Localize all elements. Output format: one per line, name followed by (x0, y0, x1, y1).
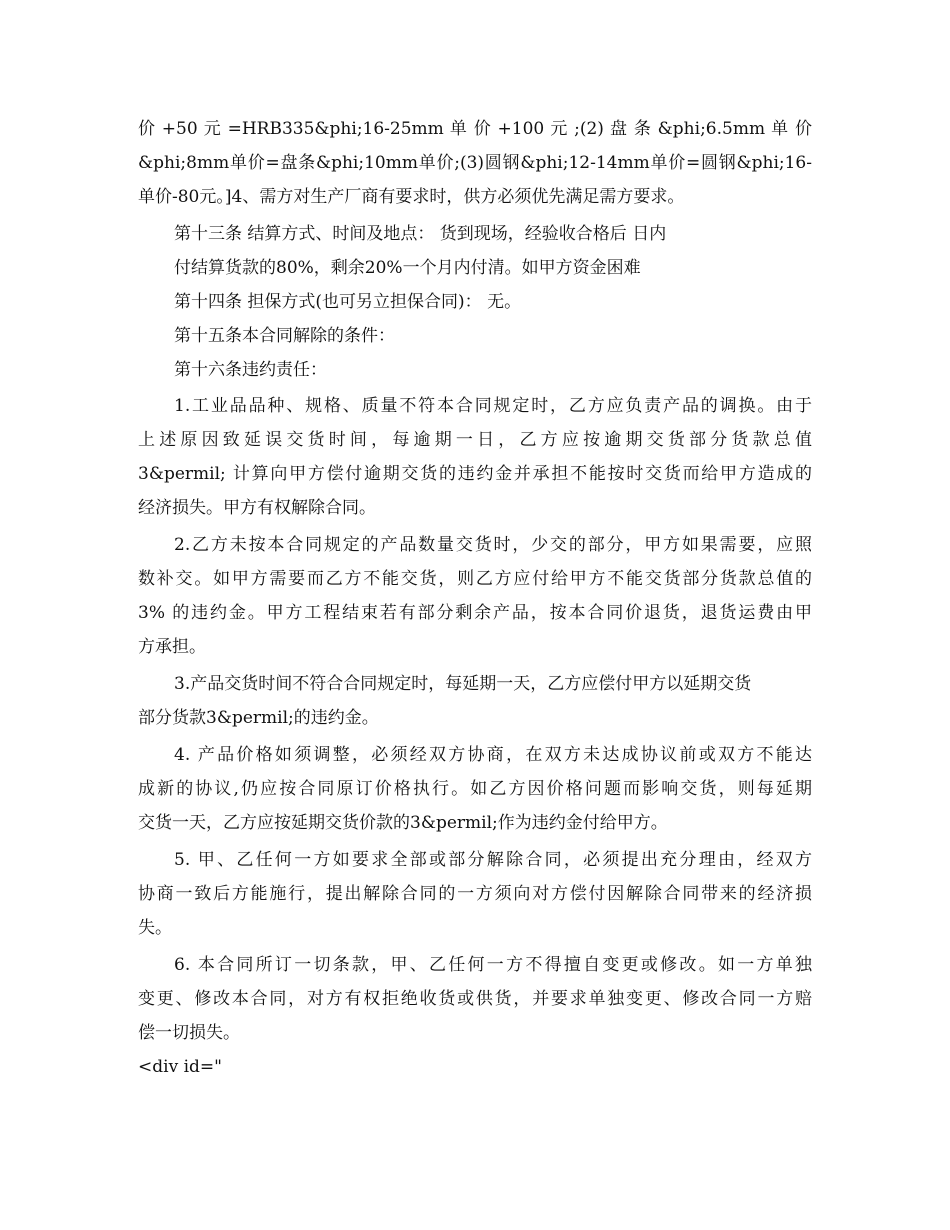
text-line: 部分货款3&permil;的违约金。 (138, 708, 379, 728)
text-line: 3.产品交货时间不符合合同规定时，每延期一天，乙方应偿付甲方以延期交货 (174, 674, 752, 694)
text-line: 3% 的违约金。甲方工程结束若有部分剩余产品，按本合同价退货，退货运费由甲 (138, 603, 812, 623)
text-line: 第十六条违约责任： (174, 360, 327, 380)
text-line: 付结算货款的80%，剩余20%一个月内付清。如甲方资金困难 (174, 258, 641, 278)
text-line: <div id=" (138, 1057, 222, 1077)
text-line: 第十三条 结算方式、时间及地点： 货到现场，经验收合格后 日内 (174, 224, 667, 244)
text-line: 5. 甲、乙任何一方如要求全部或部分解除合同，必须提出充分理由，经双方 (174, 850, 812, 870)
text-line: 数补交。如甲方需要而乙方不能交货，则乙方应付给甲方不能交货部分货款总值的 (138, 569, 812, 589)
text-line: 交货一天，乙方应按延期交货价款的3&permil;作为违约金付给甲方。 (138, 813, 668, 833)
text-line: 变更、修改本合同，对方有权拒绝收货或供货，并要求单独变更、修改合同一方赔 (138, 989, 812, 1009)
text-line: 价 +50 元 =HRB335&phi;16-25mm 单 价 +100 元 ;(2) 盘 条 &phi;6.5mm 单 价 (138, 119, 812, 139)
text-line: 6. 本合同所订一切条款，甲、乙任何一方不得擅自变更或修改。如一方单独 (174, 955, 812, 975)
text-line: 偿一切损失。 (138, 1023, 240, 1043)
text-line: 失。 (138, 918, 172, 938)
text-line: 方承担。 (138, 637, 206, 657)
text-line: 成新的协议,仍应按合同原订价格执行。如乙方因价格问题而影响交货，则每延期 (138, 779, 812, 799)
text-line: 协商一致后方能施行，提出解除合同的一方须向对方偿付因解除合同带来的经济损 (138, 884, 812, 904)
text-line: 4. 产品价格如须调整，必须经双方协商，在双方未达成协议前或双方不能达 (174, 745, 812, 765)
text-line: 第十五条本合同解除的条件： (174, 326, 395, 346)
text-line: 2.乙方未按本合同规定的产品数量交货时，少交的部分，甲方如果需要，应照 (174, 535, 812, 555)
text-line: 1.工业品品种、规格、质量不符本合同规定时，乙方应负责产品的调换。由于 (174, 396, 812, 416)
text-line: 3&permil; 计算向甲方偿付逾期交货的违约金并承担不能按时交货而给甲方造成的 (138, 464, 812, 484)
contract-text-body (138, 112, 812, 1084)
text-line: 第十四条 担保方式(也可另立担保合同)： 无。 (174, 292, 522, 312)
text-line: 单价-80元。]4、需方对生产厂商有要求时，供方必须优先满足需方要求。 (138, 187, 685, 207)
text-line: &phi;8mm单价=盘条&phi;10mm单价;(3)圆钢&phi;12-14mm单价=圆钢&phi;16- (138, 153, 812, 173)
text-line: 上述原因致延误交货时间，每逾期一日，乙方应按逾期交货部分货款总值 (138, 430, 812, 450)
text-line: 经济损失。甲方有权解除合同。 (138, 498, 376, 518)
